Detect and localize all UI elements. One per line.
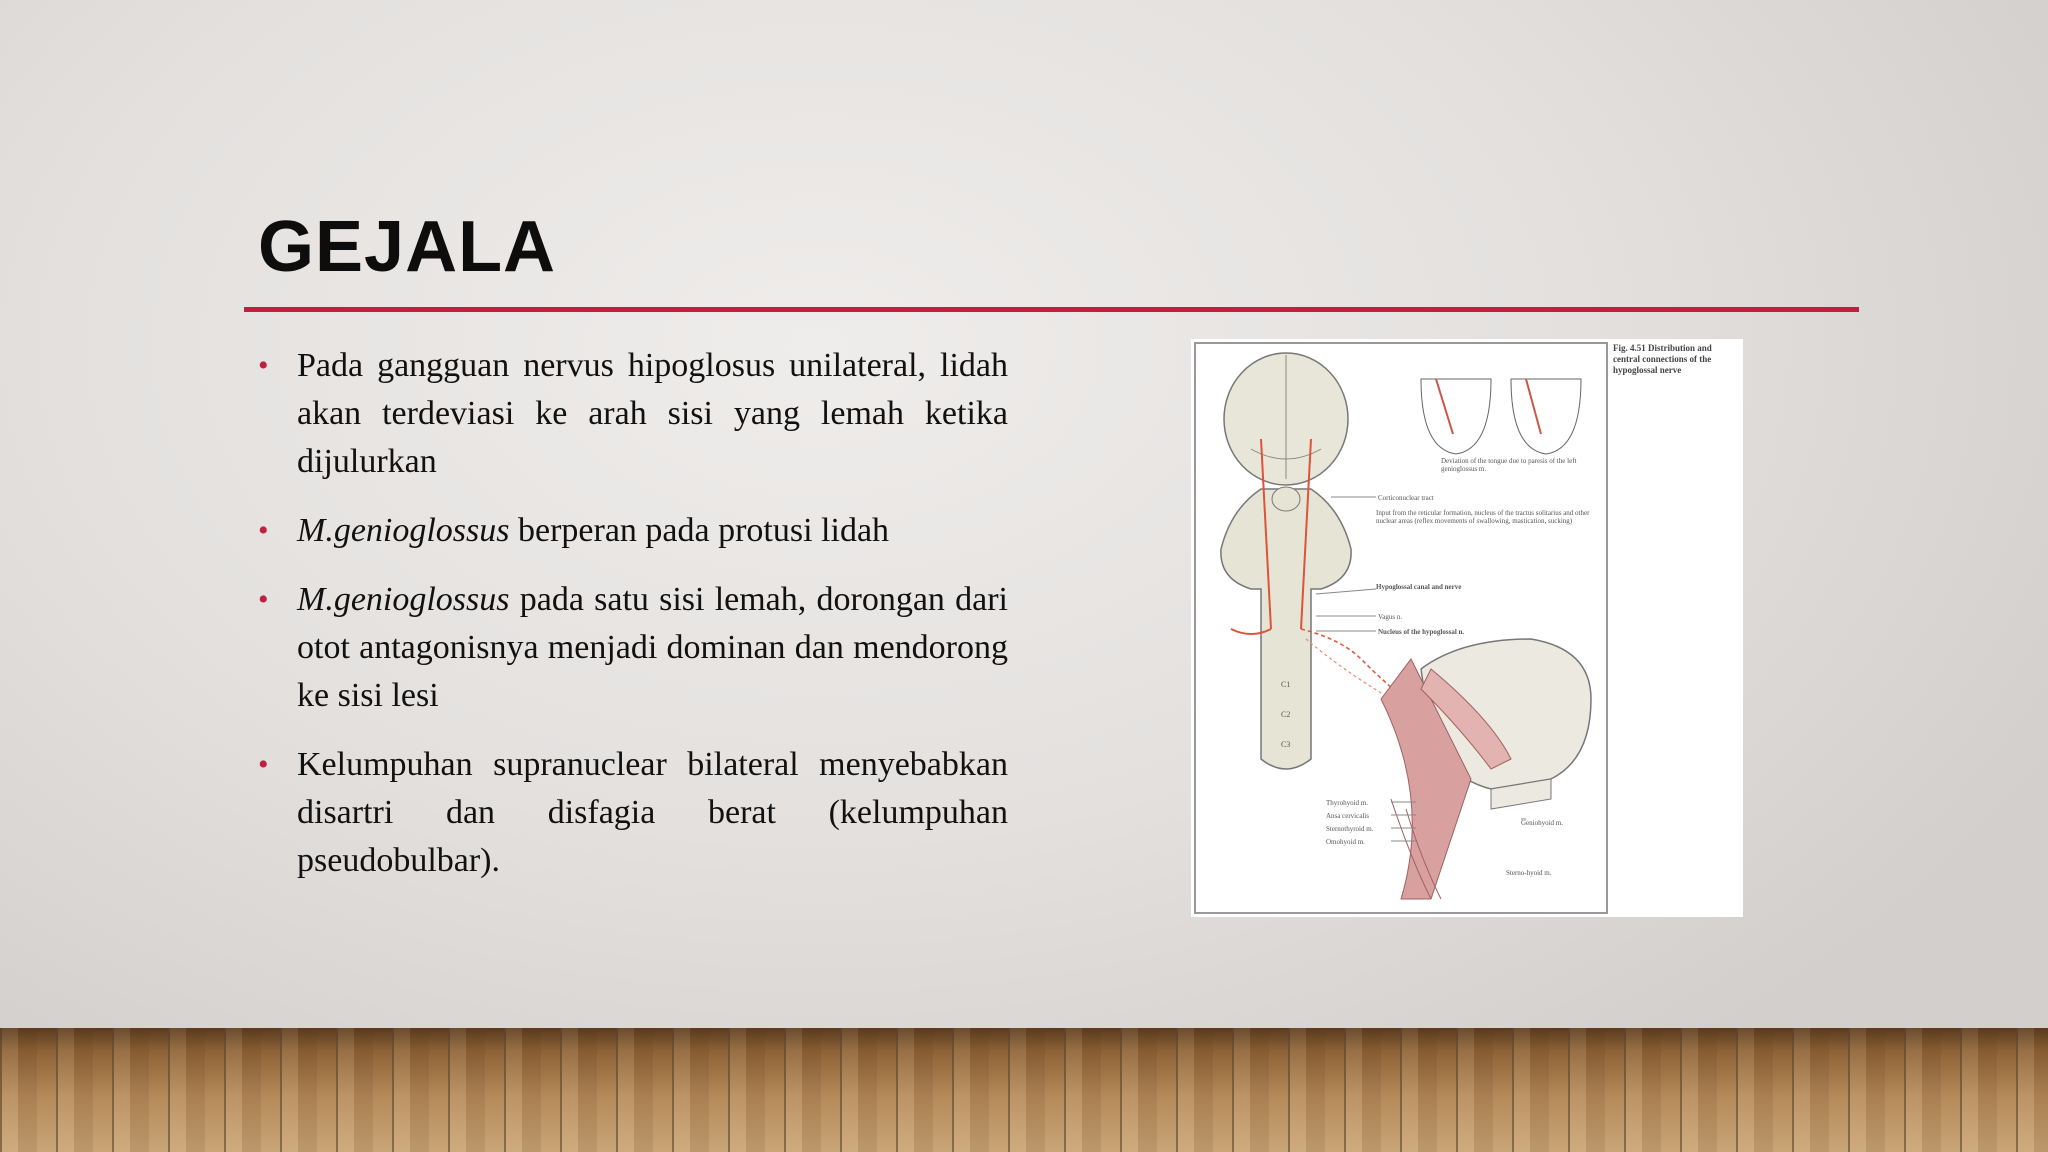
bullet-item	[258, 342, 1008, 486]
bullet-item	[258, 576, 1008, 720]
label-thyrohyoid: Thyrohyoid m.	[1326, 799, 1368, 807]
hypoglossal-nerve-illustration	[1191, 339, 1743, 917]
label-c2: C2	[1281, 710, 1291, 719]
label-sternothyroid: Sternothyroid m.	[1326, 825, 1374, 833]
slide-title: GEJALA	[258, 207, 557, 287]
bullet-item	[258, 741, 1008, 885]
bullet-italic-term: M.genioglossus	[297, 512, 510, 549]
title-divider	[244, 307, 1859, 312]
bullet-list	[258, 342, 1008, 906]
label-corticonuclear: Corticonuclear tract	[1378, 494, 1434, 502]
label-canal: Hypoglossal canal and nerve	[1376, 583, 1462, 591]
label-omohyoid: Omohyoid m.	[1326, 838, 1365, 846]
bullet-text: Pada gangguan nervus hipoglosus unilateral, lidah akan terdeviasi ke arah sisi yang lemah ketika dijulurkan	[297, 347, 1008, 480]
label-c1: C1	[1281, 680, 1291, 689]
bullet-italic-term: M.genioglossus	[297, 581, 510, 618]
label-c3: C3	[1281, 740, 1291, 749]
bullet-text: Kelumpuhan supranuclear bilateral menyebabkan disartri dan disfagia berat (kelumpuhan pseudobulbar).	[297, 746, 1008, 879]
label-sternohyoid: Sterno-hyoid m.	[1506, 869, 1552, 877]
anatomy-figure	[1191, 339, 1743, 917]
label-input: Input from the reticular formation, nucleus of the tractus solitarius and other nuclear areas (reflex movements of swallowing, mastication, sucking)	[1376, 509, 1590, 525]
bullet-item	[258, 507, 1008, 555]
label-ansa: Ansa cervicalis	[1326, 812, 1369, 820]
label-geniohyoid: Geniohyoid m.	[1521, 819, 1563, 827]
figure-caption: Fig. 4.51 Distribution and central connections of the hypoglossal nerve	[1613, 343, 1712, 375]
bullet-text: pada satu sisi lemah, dorongan dari otot antagonisnya menjadi dominan dan mendorong ke sisi lesi	[297, 581, 1008, 714]
label-nucleus: Nucleus of the hypoglossal n.	[1378, 628, 1465, 636]
wooden-floor-planks	[0, 1028, 2048, 1152]
label-vagus: Vagus n.	[1378, 613, 1403, 621]
bullet-text: berperan pada protusi lidah	[509, 512, 890, 549]
label-deviation: Deviation of the tongue due to paresis of the left genioglossus m.	[1441, 457, 1577, 473]
